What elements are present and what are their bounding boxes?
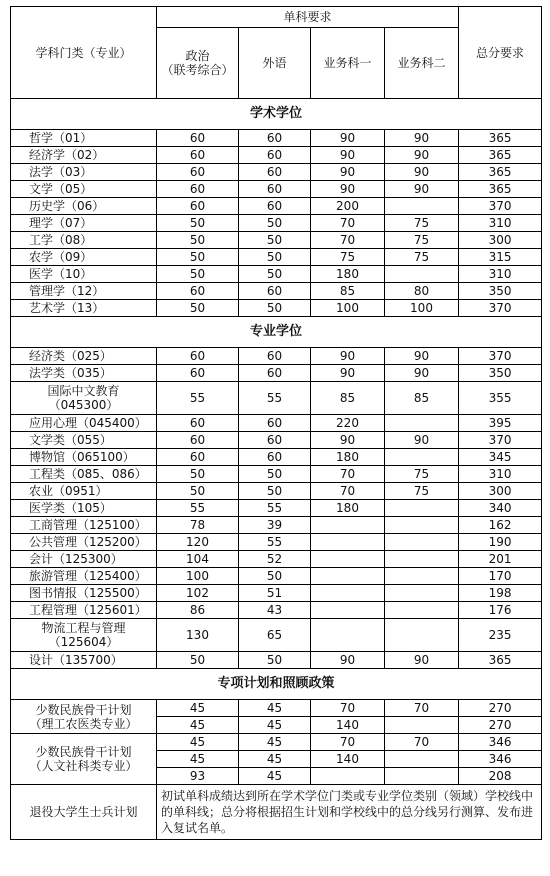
cell-subject2: [385, 415, 459, 432]
cell-total: 270: [459, 700, 542, 717]
cell-foreign: 50: [239, 466, 311, 483]
cell-subject1: 100: [311, 300, 385, 317]
cell-politics: 45: [157, 717, 239, 734]
cell-subject2: [385, 266, 459, 283]
cell-subject2: 70: [385, 700, 459, 717]
table-row: [11, 348, 542, 365]
cell-subject1: 90: [311, 348, 385, 365]
cell-foreign: 50: [239, 483, 311, 500]
table-row: [11, 232, 542, 249]
cell-total: 370: [459, 198, 542, 215]
cell-politics: 120: [157, 534, 239, 551]
row-name-line1: 少数民族骨干计划: [35, 702, 132, 717]
cell-total: 315: [459, 249, 542, 266]
table-row: [11, 432, 542, 449]
table-row: [11, 365, 542, 382]
row-name: [11, 700, 157, 734]
row-name: 哲学（01）: [11, 130, 157, 147]
cell-subject2: [385, 198, 459, 215]
table-row: [11, 500, 542, 517]
cell-politics: 78: [157, 517, 239, 534]
cell-politics: 50: [157, 266, 239, 283]
cell-subject2: [385, 602, 459, 619]
row-name: 公共管理（125200）: [11, 534, 157, 551]
row-name-line2: （理工农医类专业）: [29, 716, 138, 731]
cell-subject1: 180: [311, 449, 385, 466]
cell-total: 208: [459, 768, 542, 785]
cell-subject2: 90: [385, 147, 459, 164]
cell-total: 201: [459, 551, 542, 568]
cell-subject1: [311, 602, 385, 619]
cell-total: 370: [459, 432, 542, 449]
cell-politics: 60: [157, 415, 239, 432]
cell-total: 162: [459, 517, 542, 534]
cell-subject1: 70: [311, 734, 385, 751]
cell-subject1: 70: [311, 466, 385, 483]
cell-foreign: 39: [239, 517, 311, 534]
cell-subject1: 90: [311, 164, 385, 181]
cell-total: 365: [459, 164, 542, 181]
cell-subject2: 75: [385, 232, 459, 249]
cell-politics: 50: [157, 232, 239, 249]
cell-foreign: 51: [239, 585, 311, 602]
cell-foreign: 55: [239, 500, 311, 517]
cell-politics: 45: [157, 751, 239, 768]
cell-subject2: [385, 534, 459, 551]
cell-foreign: 50: [239, 652, 311, 669]
header-subject2: 业务科二: [385, 28, 459, 99]
header-politics-label: 政治: [185, 49, 210, 63]
table-row: [11, 551, 542, 568]
row-name: [11, 619, 157, 652]
header-subject-category: 学科门类（专业）: [11, 7, 157, 99]
cell-subject2: [385, 768, 459, 785]
cell-foreign: 45: [239, 734, 311, 751]
cell-politics: 104: [157, 551, 239, 568]
cell-subject1: [311, 551, 385, 568]
row-name: 文学类（055）: [11, 432, 157, 449]
table-row: [11, 198, 542, 215]
cell-subject2: [385, 751, 459, 768]
cell-total: 346: [459, 734, 542, 751]
table-row: [11, 652, 542, 669]
row-name: 农业（0951）: [11, 483, 157, 500]
cell-foreign: 45: [239, 717, 311, 734]
row-name-line1: 物流工程与管理: [41, 621, 126, 635]
cell-total: 310: [459, 215, 542, 232]
cell-foreign: 60: [239, 198, 311, 215]
cell-subject2: 90: [385, 348, 459, 365]
cell-foreign: 60: [239, 415, 311, 432]
cell-subject2: [385, 551, 459, 568]
cell-subject1: 180: [311, 500, 385, 517]
veteran-note: 初试单科成绩达到所在学术学位门类或专业学位类别（领域）学校线中的单科线；总分将根据招生计划和学校线中的总分线另行测算、发布进入复试名单。: [157, 785, 542, 840]
row-name: 管理学（12）: [11, 283, 157, 300]
row-name-veteran: 退役大学生士兵计划: [11, 785, 157, 840]
cell-politics: 50: [157, 466, 239, 483]
cell-subject2: 90: [385, 130, 459, 147]
cell-politics: 60: [157, 181, 239, 198]
row-name: 工商管理（125100）: [11, 517, 157, 534]
table-row: [11, 283, 542, 300]
cell-foreign: 60: [239, 130, 311, 147]
cell-total: 300: [459, 232, 542, 249]
row-name: 工程类（085、086）: [11, 466, 157, 483]
cell-politics: 130: [157, 619, 239, 652]
cell-subject2: [385, 500, 459, 517]
cell-foreign: 55: [239, 534, 311, 551]
cell-foreign: 50: [239, 215, 311, 232]
cell-subject1: 90: [311, 432, 385, 449]
cell-subject2: 90: [385, 181, 459, 198]
cell-politics: 60: [157, 130, 239, 147]
cell-total: 310: [459, 466, 542, 483]
cell-politics: 60: [157, 432, 239, 449]
row-name: 会计（125300）: [11, 551, 157, 568]
table-row: [11, 785, 542, 840]
cell-total: 198: [459, 585, 542, 602]
table-row: [11, 619, 542, 652]
row-name-line2: （125604）: [48, 635, 119, 649]
cell-subject2: [385, 619, 459, 652]
row-name-line2: （人文社科类专业）: [29, 759, 138, 773]
cell-subject2: 90: [385, 432, 459, 449]
cell-subject1: 90: [311, 147, 385, 164]
row-name: 博物馆（065100）: [11, 449, 157, 466]
cell-subject1: 70: [311, 215, 385, 232]
cell-subject2: [385, 449, 459, 466]
cell-subject2: 90: [385, 652, 459, 669]
row-name: 法学类（035）: [11, 365, 157, 382]
cell-subject1: 85: [311, 283, 385, 300]
cell-subject1: 200: [311, 198, 385, 215]
row-name: 设计（135700）: [11, 652, 157, 669]
cell-total: 370: [459, 348, 542, 365]
cell-subject1: 140: [311, 751, 385, 768]
row-name: 图书情报（125500）: [11, 585, 157, 602]
cell-subject1: [311, 585, 385, 602]
cell-foreign: 60: [239, 147, 311, 164]
score-requirements-table: [10, 6, 542, 840]
row-name: 法学（03）: [11, 164, 157, 181]
cell-subject1: 85: [311, 382, 385, 415]
cell-total: 345: [459, 449, 542, 466]
cell-total: 300: [459, 483, 542, 500]
cell-subject2: 70: [385, 734, 459, 751]
cell-subject2: [385, 517, 459, 534]
cell-foreign: 50: [239, 266, 311, 283]
section-special: 专项计划和照顾政策: [11, 669, 542, 700]
cell-total: 350: [459, 365, 542, 382]
cell-total: 365: [459, 147, 542, 164]
header-subject1: 业务科一: [311, 28, 385, 99]
cell-politics: 102: [157, 585, 239, 602]
cell-subject1: 70: [311, 483, 385, 500]
cell-politics: 55: [157, 500, 239, 517]
table-row: [11, 602, 542, 619]
cell-total: 170: [459, 568, 542, 585]
row-name: 旅游管理（125400）: [11, 568, 157, 585]
row-name: 历史学（06）: [11, 198, 157, 215]
row-name: 艺术学（13）: [11, 300, 157, 317]
cell-total: 365: [459, 181, 542, 198]
cell-total: 365: [459, 652, 542, 669]
cell-total: 365: [459, 130, 542, 147]
table-row: [11, 300, 542, 317]
cell-total: 310: [459, 266, 542, 283]
row-name: 理学（07）: [11, 215, 157, 232]
cell-foreign: 50: [239, 232, 311, 249]
table-row: [11, 415, 542, 432]
table-row: [11, 534, 542, 551]
table-row: [11, 568, 542, 585]
row-name: 经济学（02）: [11, 147, 157, 164]
cell-politics: 60: [157, 283, 239, 300]
row-name: 工学（08）: [11, 232, 157, 249]
row-name: 经济类（025）: [11, 348, 157, 365]
cell-politics: 93: [157, 768, 239, 785]
cell-total: 370: [459, 300, 542, 317]
cell-politics: 60: [157, 449, 239, 466]
row-name: [11, 734, 157, 785]
cell-foreign: 50: [239, 300, 311, 317]
row-name-line1: 少数民族骨干计划: [35, 745, 132, 759]
cell-foreign: 50: [239, 249, 311, 266]
cell-subject1: [311, 568, 385, 585]
cell-subject1: 90: [311, 130, 385, 147]
cell-subject1: [311, 517, 385, 534]
cell-subject1: 140: [311, 717, 385, 734]
cell-total: 395: [459, 415, 542, 432]
cell-total: 190: [459, 534, 542, 551]
row-name: 应用心理（045400）: [11, 415, 157, 432]
table-row: [11, 266, 542, 283]
cell-politics: 50: [157, 483, 239, 500]
cell-subject1: 90: [311, 365, 385, 382]
table-row: [11, 181, 542, 198]
cell-foreign: 43: [239, 602, 311, 619]
header-total: 总分要求: [459, 7, 542, 99]
cell-foreign: 60: [239, 449, 311, 466]
cell-foreign: 60: [239, 365, 311, 382]
cell-subject1: 70: [311, 700, 385, 717]
row-name: 农学（09）: [11, 249, 157, 266]
cell-politics: 55: [157, 382, 239, 415]
cell-subject1: 70: [311, 232, 385, 249]
cell-foreign: 60: [239, 348, 311, 365]
table-row: [11, 517, 542, 534]
cell-subject2: 75: [385, 466, 459, 483]
row-name-line2: （045300）: [48, 398, 119, 412]
cell-politics: 60: [157, 164, 239, 181]
cell-foreign: 52: [239, 551, 311, 568]
cell-subject1: 90: [311, 181, 385, 198]
row-name: 医学类（105）: [11, 500, 157, 517]
cell-subject2: 85: [385, 382, 459, 415]
cell-politics: 100: [157, 568, 239, 585]
table-row: [11, 249, 542, 266]
row-name: 医学（10）: [11, 266, 157, 283]
cell-politics: 86: [157, 602, 239, 619]
cell-politics: 50: [157, 300, 239, 317]
cell-subject1: 180: [311, 266, 385, 283]
header-single-subject: 单科要求: [157, 7, 459, 28]
cell-foreign: 60: [239, 164, 311, 181]
row-name-line1: 国际中文教育: [47, 384, 120, 398]
section-academic: 学术学位: [11, 99, 542, 130]
header-foreign: 外语: [239, 28, 311, 99]
table-row: [11, 147, 542, 164]
cell-foreign: 60: [239, 432, 311, 449]
cell-subject2: [385, 717, 459, 734]
cell-subject2: 75: [385, 483, 459, 500]
table-row: [11, 483, 542, 500]
table-row: [11, 449, 542, 466]
header-politics-note: （联考综合）: [161, 63, 234, 77]
cell-total: 355: [459, 382, 542, 415]
row-name: 工程管理（125601）: [11, 602, 157, 619]
cell-politics: 50: [157, 249, 239, 266]
cell-foreign: 50: [239, 568, 311, 585]
table-row: [11, 466, 542, 483]
cell-politics: 60: [157, 198, 239, 215]
cell-subject2: 75: [385, 249, 459, 266]
cell-subject2: [385, 568, 459, 585]
cell-total: 346: [459, 751, 542, 768]
cell-foreign: 65: [239, 619, 311, 652]
cell-politics: 50: [157, 652, 239, 669]
cell-politics: 60: [157, 147, 239, 164]
cell-foreign: 60: [239, 181, 311, 198]
cell-total: 350: [459, 283, 542, 300]
cell-total: 270: [459, 717, 542, 734]
table-row: [11, 734, 542, 751]
cell-foreign: 55: [239, 382, 311, 415]
cell-subject2: [385, 585, 459, 602]
cell-politics: 60: [157, 365, 239, 382]
cell-subject1: 90: [311, 652, 385, 669]
cell-politics: 50: [157, 215, 239, 232]
cell-foreign: 45: [239, 700, 311, 717]
row-name: 文学（05）: [11, 181, 157, 198]
cell-politics: 60: [157, 348, 239, 365]
cell-subject1: [311, 768, 385, 785]
cell-subject1: [311, 534, 385, 551]
cell-subject2: 90: [385, 365, 459, 382]
cell-total: 176: [459, 602, 542, 619]
section-professional: 专业学位: [11, 317, 542, 348]
cell-total: 235: [459, 619, 542, 652]
table-row: [11, 164, 542, 181]
cell-subject2: 75: [385, 215, 459, 232]
cell-subject1: 75: [311, 249, 385, 266]
cell-subject2: 80: [385, 283, 459, 300]
cell-subject2: 100: [385, 300, 459, 317]
row-name: [11, 382, 157, 415]
cell-politics: 45: [157, 734, 239, 751]
table-row: [11, 382, 542, 415]
cell-subject1: [311, 619, 385, 652]
cell-foreign: 60: [239, 283, 311, 300]
cell-subject2: 90: [385, 164, 459, 181]
table-row: [11, 215, 542, 232]
cell-foreign: 45: [239, 751, 311, 768]
cell-foreign: 45: [239, 768, 311, 785]
cell-politics: 45: [157, 700, 239, 717]
table-row: [11, 130, 542, 147]
header-politics: [157, 28, 239, 99]
cell-subject1: 220: [311, 415, 385, 432]
table-row: [11, 585, 542, 602]
cell-total: 340: [459, 500, 542, 517]
table-row: [11, 700, 542, 717]
